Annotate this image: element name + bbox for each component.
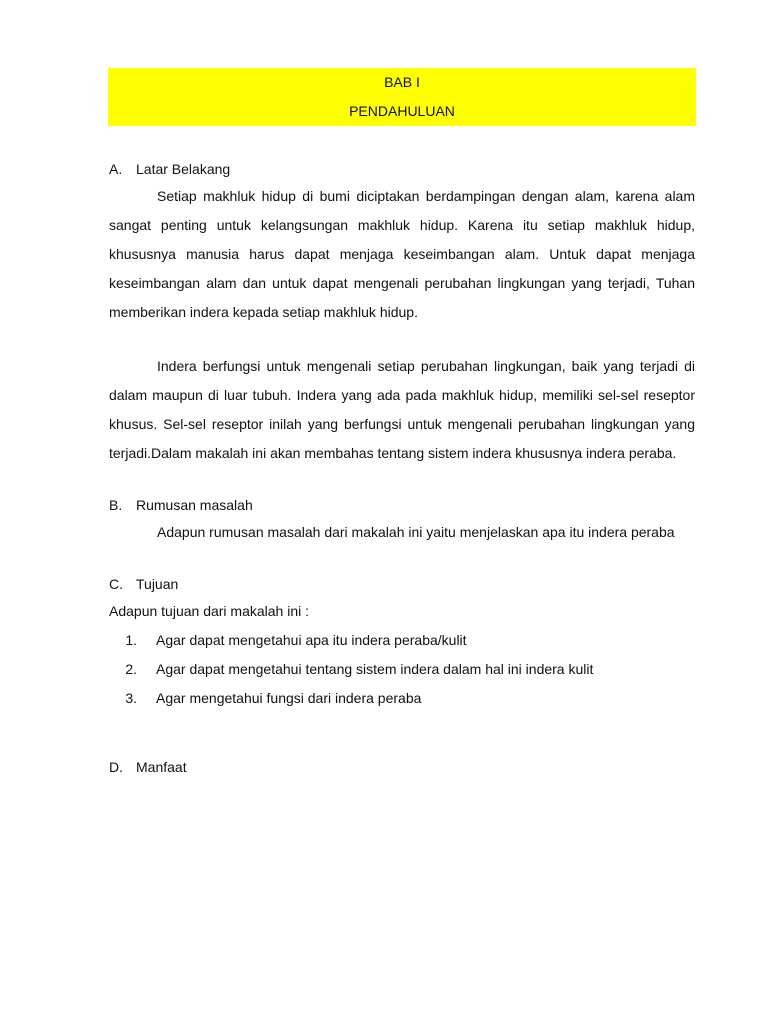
section-heading-manfaat [109, 757, 695, 777]
list-item-text: Agar mengetahui fungsi dari indera peraba [156, 690, 422, 706]
tujuan-intro: Adapun tujuan dari makalah ini : [109, 603, 310, 619]
paragraph-latar-belakang-1: Setiap makhluk hidup di bumi diciptakan berdampingan dengan alam, karena alam sangat penting untuk kelangsungan makhluk hidup. Karena itu setiap makhluk hidup, khususnya manusia harus dapat menjaga keseimbangan alam. Untuk dapat menjaga keseimbangan alam dan untuk dapat mengenali perubahan lingkungan yang terjadi, Tuhan memberikan indera kepada setiap makhluk hidup. [109, 188, 695, 320]
section-title: Tujuan [136, 576, 179, 592]
list-item-number: 2. [125, 661, 137, 677]
section-title: Latar Belakang [136, 161, 231, 177]
document-body [109, 159, 695, 777]
section-heading-rumusan-masalah [109, 495, 695, 515]
section-letter: C. [109, 576, 123, 592]
list-item [109, 626, 695, 655]
chapter-header-highlight [108, 68, 696, 126]
section-title: Rumusan masalah [136, 497, 253, 513]
list-item [109, 684, 695, 713]
section-title: Manfaat [136, 759, 187, 775]
section-letter: A. [109, 161, 123, 177]
list-item-text: Agar dapat mengetahui tentang sistem indera dalam hal ini indera kulit [156, 661, 594, 677]
section-heading-tujuan [109, 574, 695, 594]
chapter-title: PENDAHULUAN [349, 103, 455, 119]
list-item-number: 3. [125, 690, 137, 706]
list-item-text: Agar dapat mengetahui apa itu indera peraba/kulit [156, 632, 467, 648]
list-item-number: 1. [125, 632, 137, 648]
paragraph-latar-belakang-2: Indera berfungsi untuk mengenali setiap perubahan lingkungan, baik yang terjadi di dalam maupun di luar tubuh. Indera yang ada pada makhluk hidup, memiliki sel-sel reseptor khusus. Sel-sel reseptor inilah yang berfungsi untuk mengenali perubahan lingkungan yang terjadi.Dalam makalah ini akan membahas tentang sistem indera khususnya indera peraba. [109, 358, 695, 461]
section-heading-latar-belakang [109, 159, 695, 179]
list-item [109, 655, 695, 684]
goals-list [109, 626, 695, 713]
chapter-number: BAB I [384, 74, 420, 90]
section-letter: D. [109, 759, 123, 775]
paragraph-rumusan-masalah: Adapun rumusan masalah dari makalah ini yaitu menjelaskan apa itu indera peraba [157, 524, 675, 540]
section-letter: B. [109, 497, 123, 513]
